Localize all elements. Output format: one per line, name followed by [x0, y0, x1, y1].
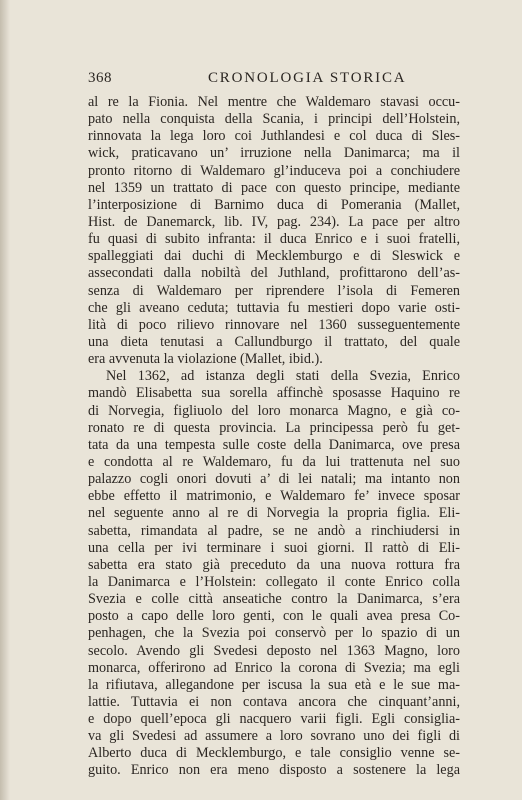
text-line: ebbe effetto il matrimonio, e Waldemaro fe’ invece sposar [88, 488, 460, 505]
text-line: monarca, offerirono ad Enrico la corona di Svezia; ma egli [88, 659, 460, 676]
text-line: e dopo quell’epoca gli nacquero varii figli. Egli consiglia- [88, 711, 460, 728]
text-line: che gli aveano ceduta; tuttavia fu mestieri dopo varie osti- [88, 299, 460, 316]
text-line: la Danimarca e l’Holstein: collegato il conte Enrico colla [88, 573, 460, 590]
text-line: palazzo cogli onori dovuti a’ di lei natali; ma intanto non [88, 471, 460, 488]
text-line: era avvenuta la violazione (Mallet, ibid.). [88, 351, 323, 368]
text-line: pronto ritorno di Waldemaro gl’induceva poi a conchiudere [88, 162, 460, 179]
text-line: va gli Svedesi ad assumere a loro sovrano uno dei figli di [88, 728, 460, 745]
page-header [88, 70, 460, 90]
text-line: penhagen, che la Svezia poi conservò per lo spazio di un [88, 625, 460, 642]
text-line: di Norvegia, figliuolo del loro monarca Magno, e già co- [88, 402, 460, 419]
text-line: lità di poco rilievo rinnovare nel 1360 susseguentemente [88, 316, 460, 333]
text-line: una cella per ivi terminare i suoi giorni. Il rattò di Eli- [88, 539, 460, 556]
text-line: una dieta tenutasi a Callundburgo il trattato, del quale [88, 333, 460, 350]
text-line: fu quasi di subito infranta: il duca Enrico e i suoi fratelli, [88, 231, 460, 248]
text-line: Svezia e colle città anseatiche contro la Danimarca, s’era [88, 591, 460, 608]
text-line: nel seguente anno al re di Norvegia la propria figlia. Eli- [88, 505, 460, 522]
text-line: posto a capo delle loro genti, con le quali avea presa Co- [88, 608, 460, 625]
text-line: senza di Waldemaro per riprendere l’isola di Femeren [88, 282, 460, 299]
text-line: la rifiutava, allegandone per iscusa la sua età e le sue ma- [88, 676, 460, 693]
text-line: mandò Elisabetta sua sorella affinchè sposasse Haquino re [88, 385, 460, 402]
text-line: al re la Fionia. Nel mentre che Waldemaro stavasi occu- [88, 94, 460, 110]
text-line: Nel 1362, ad istanza degli stati della Svezia, Enrico [106, 368, 460, 385]
text-line: rinnovata la lega loro coi Juthlandesi e col duca di Sles- [88, 128, 460, 145]
body-text [88, 94, 460, 780]
text-line: assecondati dalla nobiltà del Juthland, profittarono dell’as- [88, 265, 460, 282]
text-line: sabetta, rimandata al padre, se ne andò a rinchiudersi in [88, 522, 460, 539]
text-line: secolo. Avendo gli Svedesi deposto nel 1363 Magno, loro [88, 642, 460, 659]
text-line: Hist. de Danemarck, lib. IV, pag. 234). La pace per altro [88, 213, 460, 230]
text-line: e condotta al re Waldemaro, fu da lui trattenuta nel suo [88, 453, 460, 470]
running-title: CRONOLOGIA STORICA [208, 70, 407, 86]
text-line: lattie. Tuttavia ei non contava ancora che cinquant’anni, [88, 693, 460, 710]
text-line: wick, praticavano un’ irruzione nella Danimarca; ma il [88, 145, 460, 162]
page-gutter-shadow [0, 0, 10, 800]
text-line: sabetta era stato già preceduto da una nuova rottura fra [88, 556, 460, 573]
text-line: guito. Enrico non era meno disposto a sostenere la lega [88, 762, 460, 779]
page-number: 368 [88, 70, 112, 86]
text-line: Alberto duca di Mecklemburgo, e tale consiglio venne se- [88, 745, 460, 762]
text-line: ronato re di questa provincia. La principessa però fu get- [88, 419, 460, 436]
text-line: spalleggiati dai duchi di Mecklemburgo e di Sleswick e [88, 248, 460, 265]
text-line: nel 1359 un trattato di pace con questo principe, mediante [88, 179, 460, 196]
text-line: pato nella conquista della Scania, i principi dell’Holstein, [88, 111, 460, 128]
text-line: tata da una tempesta sulle coste della Danimarca, ove presa [88, 436, 460, 453]
text-line: l’interposizione di Barnimo duca di Pomerania (Mallet, [88, 196, 460, 213]
